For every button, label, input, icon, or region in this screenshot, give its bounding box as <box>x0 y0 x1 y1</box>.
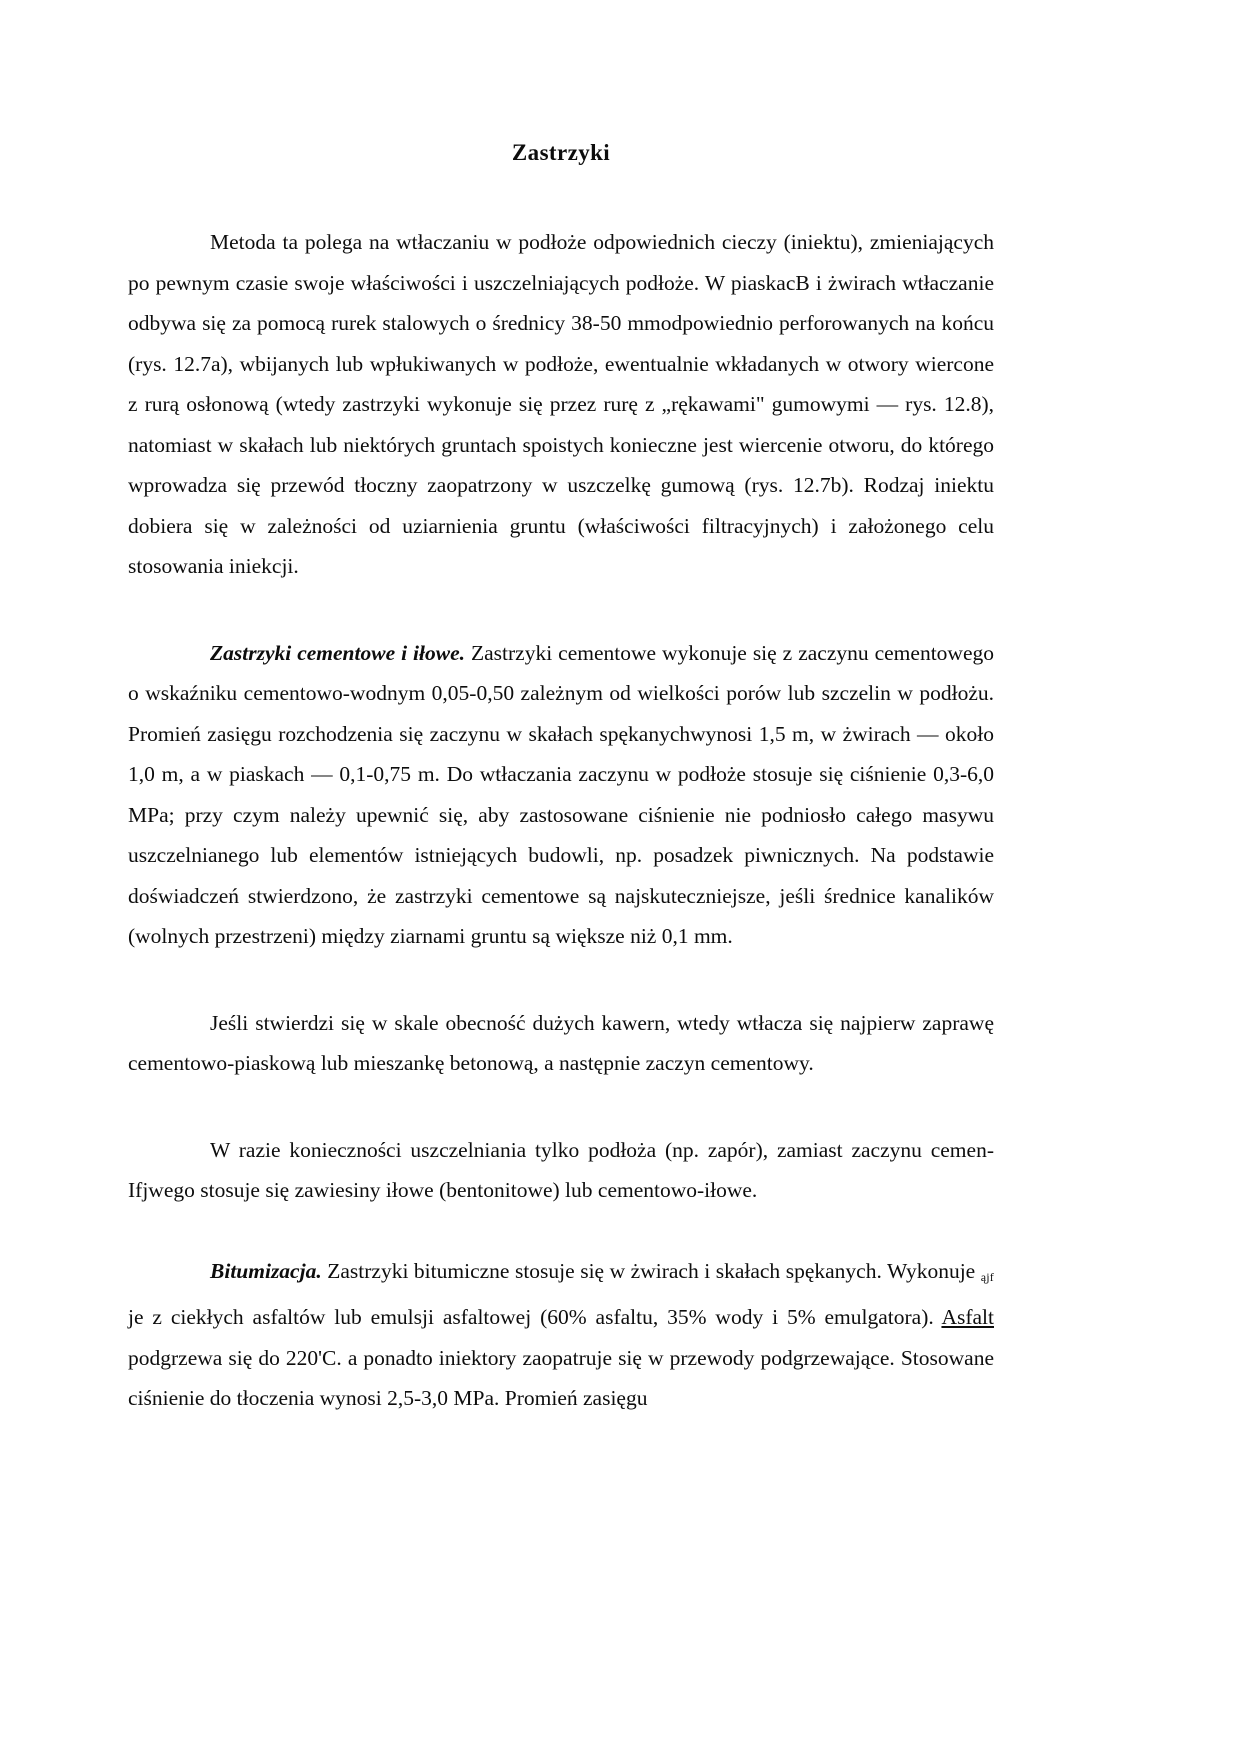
paragraph-body-bitumization-b: je z ciekłych asfaltów lub emulsji asfaltowej (60% asfaltu, 35% wody i 5% emulgatora). <box>128 1305 942 1329</box>
paragraph-cement-grouts <box>128 633 994 957</box>
ocr-artifact-glyph: ąjf <box>980 1269 994 1284</box>
paragraph-caverns: Jeśli stwierdzi się w skale obecność dużych kawern, wtedy wtłacza się najpierw zaprawę cementowo-piaskową lub mieszankę betonową, a następnie zaczyn cementowy. <box>128 1010 994 1075</box>
paragraph-intro: Metoda ta polega na wtłaczaniu w podłoże odpowiednich cieczy (iniektu), zmieniających po pewnym czasie swoje właściwości i uszczelniających podłoże. W piaskacB i żwirach wtłaczanie odbywa się za pomocą rurek stalowych o średnicy 38-50 mmodpowiednio perforowanych na końcu (rys. 12.7a), wbijanych lub wpłukiwanych w podłoże, ewentualnie wkładanych w otwory wiercone z rurą osłonową (wtedy zastrzyki wykonuje się przez rurę z „rękawami" gumowymi — rys. 12.8), natomiast w skałach lub niektórych gruntach spoistych konieczne jest wiercenie otworu, do którego wprowadza się przewód tłoczny zaopatrzony w uszczelkę gumową (rys. 12.7b). Rodzaj iniektu dobiera się w zależności od uziarnienia gruntu (właściwości filtracyjnych) i założonego celu stosowania iniekcji. <box>128 230 994 578</box>
paragraph-lead-cement: Zastrzyki cementowe i iłowe. <box>210 640 466 665</box>
paragraph-body-bitumization-a: Zastrzyki bitumiczne stosuje się w żwirach i skałach spękanych. Wykonuje <box>321 1258 981 1283</box>
paragraph-body-cement: Zastrzyki cementowe wykonuje się z zaczynu cementowego o wskaźniku cementowo-wodnym 0,05-0,50 zależnym od wielkości porów lub szczelin w podłożu. Promień zasięgu rozchodzenia się zaczynu w skałach spękanychwynosi 1,5 m, w żwirach — około 1,0 m, a w piaskach — 0,1-0,75 m. Do wtłaczania zaczynu w podłoże stosuje się ciśnienie 0,3-6,0 MPa; przy czym należy upewnić się, aby zastosowane ciśnienie nie podniosło całego masywu uszczelnianego lub elementów istniejących budowli, np. posadzek piwnicznych. Na podstawie doświadczeń stwierdzono, że zastrzyki cementowe są najskuteczniejsze, jeśli średnice kanalików (wolnych przestrzeni) między ziarnami gruntu są większe niż 0,1 mm. <box>128 640 994 948</box>
underlined-term-asfalt: Asfalt <box>941 1305 994 1329</box>
paragraph-clay-suspensions: W razie konieczności uszczelniania tylko podłoża (np. zapór), zamiast zaczynu cemen-Ifjwego stosuje się zawiesiny iłowe (bentonitowe) lub cementowo-iłowe. <box>128 1137 994 1202</box>
paragraph-bitumization <box>128 1251 994 1419</box>
page-title: Zastrzyki <box>511 140 611 165</box>
paragraph-lead-bitumization: Bitumizacja. <box>210 1258 322 1283</box>
paragraph-body-bitumization-c: podgrzewa się do 220'C. a ponadto iniektory zaopatruje się w przewody podgrzewające. Stosowane ciśnienie do tłoczenia wynosi 2,5-3,0 MPa. Promień zasięgu <box>128 1345 994 1410</box>
page-content <box>128 0 994 1419</box>
